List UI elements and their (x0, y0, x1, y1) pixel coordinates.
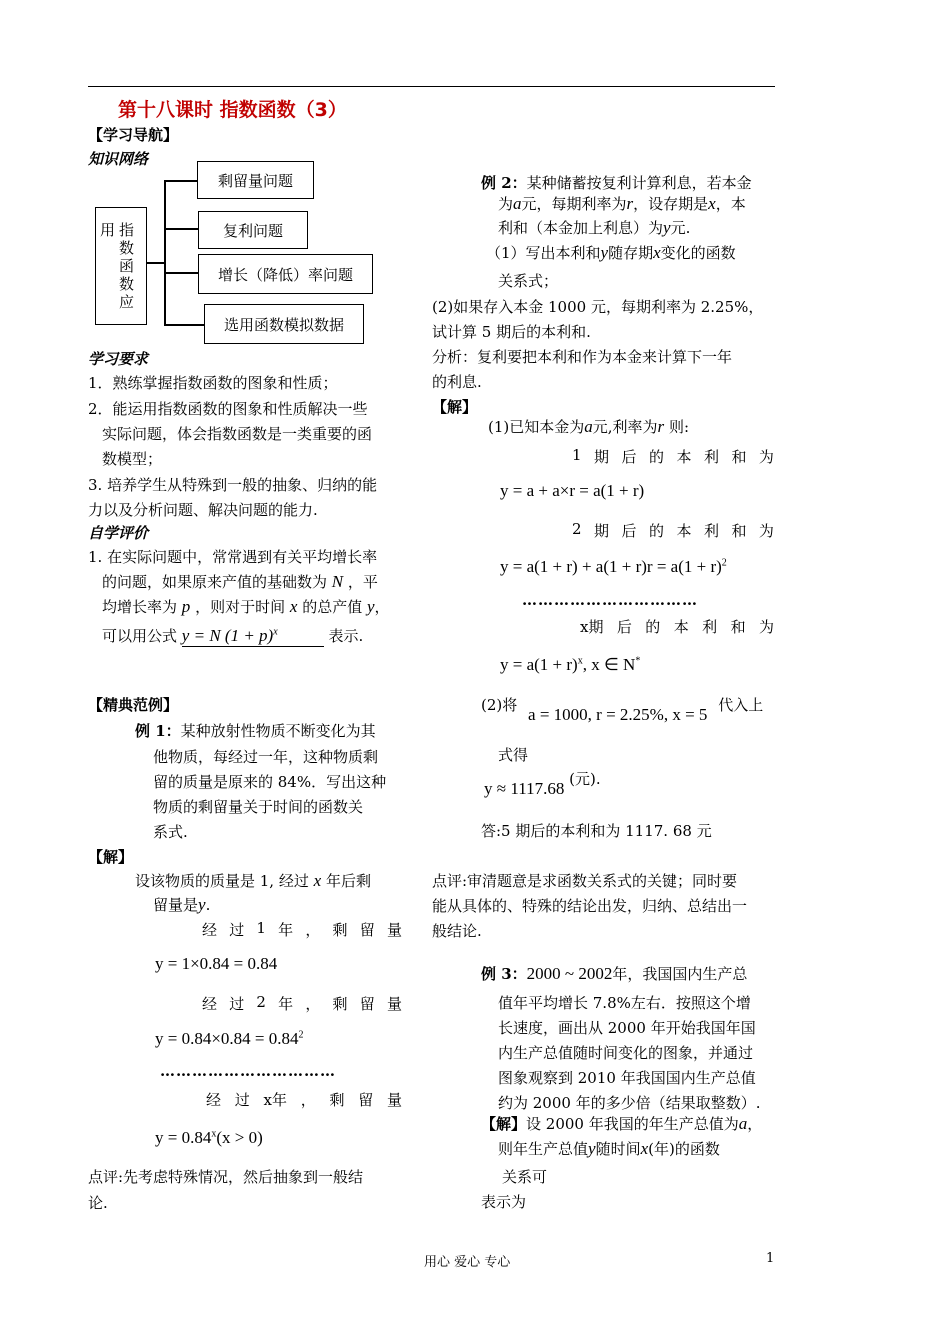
ex1-line: 他物质，每经过一年，这种物质剩 (153, 748, 379, 766)
formula: y = 0.84 (155, 1128, 212, 1147)
char: 为 (758, 522, 774, 540)
requirement-line: 1．熟练掌握指数函数的图象和性质； (88, 374, 338, 392)
formula: 2000 ~ 2002 (526, 964, 613, 983)
formula: a = 1000, r = 2.25%, x = 5 (528, 705, 708, 724)
ex2-line: (2)如果存入本金 1000 元，每期利率为 2.25%， (432, 298, 764, 316)
self-eval-line: 的问题，如果原来产值的基础数为 N ，平 (102, 572, 378, 591)
text: 某种放射性物质不断变化为其 (180, 722, 376, 740)
ex1-formula-2: $y = 0.84\times 0.84 = 0.84^2$ (155, 1029, 304, 1048)
ex1-solution-label: 【解】 (88, 848, 134, 866)
ex3-line (481, 963, 747, 984)
section-examples: 【精典范例】 (88, 696, 179, 714)
section-guide: 【学习导航】 (88, 126, 179, 144)
requirement-line: 2．能运用指数函数的图象和性质解决一些 (88, 400, 368, 418)
ex2-formula-1: y = a + a×r = a(1 + r) (500, 481, 645, 500)
char: 剩 (332, 995, 348, 1013)
text: 变化的函数 (660, 244, 736, 262)
char: 过 (229, 995, 245, 1013)
char: 1 (572, 446, 582, 464)
ex2-period2 (572, 520, 774, 541)
ex2-line: 关系式； (498, 272, 559, 290)
diagram-root (95, 207, 147, 325)
diagram-branch: 复利问题 (198, 211, 308, 249)
requirement-line: 实际问题，体会指数函数是一类重要的函 (102, 425, 373, 443)
text: ，则对于时间 (195, 598, 286, 616)
section-self-eval: 自学评价 (88, 524, 149, 542)
text: 表示. (328, 627, 364, 645)
ex1-dots: …………………………… (160, 1062, 336, 1080)
text: ，设存期是 (633, 195, 709, 213)
formula-answer: y = N $(1 + p)^x$ (182, 626, 324, 647)
ex2-formula-3: $y = a(1 + r)^x$, x ∈ N* (500, 655, 641, 674)
ex1-step2 (202, 993, 402, 1014)
char: 的 (648, 522, 664, 540)
requirement-line: 数模型； (102, 450, 163, 468)
page-number: 1 (766, 1251, 775, 1266)
ex2-period1 (572, 446, 774, 467)
diagram-connector (164, 180, 197, 182)
text: 年后剩 (325, 872, 371, 890)
ex3-label: 例 3： (481, 965, 527, 983)
ex3-sol-line: 表示为 (481, 1193, 527, 1211)
text: 代入上 (718, 696, 764, 714)
formula: y ≈ 1117.68 (484, 779, 565, 798)
char: 留 (359, 995, 375, 1013)
diagram-connector (164, 228, 198, 230)
ex1-line: 留的质量是原来的 84%．写出这种 (153, 773, 387, 791)
text: 为 (498, 195, 514, 213)
char: 2 (572, 520, 582, 538)
text: 利和（本金加上利息）为 (498, 219, 664, 237)
ex2-result (484, 768, 601, 798)
ex1-formula-1: y = 1×0.84 = 0.84 (155, 954, 278, 973)
diagram-root-char: 应 (119, 293, 135, 311)
ex2-line: 利和（本金加上利息）为y元. (498, 218, 691, 237)
char: 本 (676, 522, 692, 540)
ex3-sol-line: 则年生产总值y随时间x(年)的函数 (498, 1139, 720, 1158)
ex2-line: （1）写出本利和y随存期x变化的函数 (486, 243, 736, 262)
text: 设 2000 年我国的年生产总值为 (526, 1115, 739, 1133)
text: (元). (569, 770, 601, 788)
diagram-root-char: 函 (119, 257, 135, 275)
ex2-answer: 答:5 期后的本利和为 1117. 68 元 (481, 822, 712, 840)
text: (2)将 (481, 696, 518, 714)
text: ， (374, 598, 390, 616)
char: 和 (731, 522, 747, 540)
section-requirements: 学习要求 (88, 350, 149, 368)
self-eval-line: 均增长率为 p ，则对于时间 x 的总产值 y， (102, 597, 390, 616)
formula: y = a(1 + r) + a(1 + r)r = a(1 + r) (500, 557, 722, 576)
formula: y = N (1 + p) (181, 626, 274, 645)
char: 利 (703, 522, 719, 540)
ex3-line: 值年平均增长 7.8%左右．按照这个增 (498, 994, 751, 1012)
char: 经 (206, 1091, 222, 1109)
ex2-formula-2: $y = a(1 + r) + a(1 + r)r = a(1 + r)^2$ (500, 557, 727, 576)
ex1-line (135, 720, 376, 741)
char: ， (305, 995, 321, 1013)
ex2-sol-line: (1)已知本金为a元,利率为r 则: (488, 417, 689, 436)
char: 年 (278, 921, 294, 939)
char: 期 (594, 448, 610, 466)
text: ，本 (715, 195, 746, 213)
char: 留 (358, 1091, 374, 1109)
ex2-periodx (580, 616, 774, 637)
char: 过 (234, 1091, 250, 1109)
section-network: 知识网络 (88, 150, 149, 168)
ex2-comment: 点评:审清题意是求函数关系式的关键；同时要 (432, 872, 738, 890)
ex2-line: 的利息. (432, 373, 482, 391)
diagram-root-char: 指 (119, 221, 135, 239)
ex2-sol2 (481, 694, 764, 724)
ex3-sol-line: 【解】设 2000 年我国的年生产总值为a， (481, 1114, 763, 1133)
text: ，平 (347, 573, 378, 591)
text: 的问题，如果原来产值的基础数为 (102, 573, 328, 591)
text: 随存期 (608, 244, 654, 262)
char: 年 (278, 995, 294, 1013)
formula: y = a(1 + r) (500, 655, 578, 674)
requirement-line: 3. 培养学生从特殊到一般的抽象、归纳的能 (88, 476, 378, 494)
text: (1)已知本金为 (488, 418, 585, 436)
text: 元，每期利率为 (521, 195, 627, 213)
ex2-solution-label: 【解】 (432, 398, 478, 416)
ex2-line: 分析：复利要把本利和作为本金来计算下一年 (432, 348, 733, 366)
text: 可以用公式 (102, 627, 178, 645)
text: （1）写出本利和 (486, 244, 601, 262)
text: 则: (668, 418, 689, 436)
ex1-comment: 点评:先考虑特殊情况，然后抽象到一般结 (88, 1168, 364, 1186)
char: 利 (702, 618, 718, 636)
char: ， (305, 921, 321, 939)
header-rule (88, 86, 775, 87)
diagram-branch: 选用函数模拟数据 (204, 304, 364, 344)
char: 的 (648, 448, 664, 466)
diagram-connector (164, 272, 198, 274)
ex1-sol-line: 留量是y. (153, 895, 211, 914)
ex3-solution-label: 【解】 (481, 1115, 527, 1133)
char: 后 (621, 522, 637, 540)
formula: , x ∈ N (582, 655, 636, 674)
ex1-stepx (206, 1089, 402, 1110)
diagram-root-char: 数 (119, 239, 135, 257)
ex2-sol2: 式得 (498, 746, 529, 764)
char: 量 (386, 921, 402, 939)
char: 和 (730, 618, 746, 636)
page-title: 第十八课时 指数函数（3） (118, 99, 347, 121)
diagram-root-char: 数 (119, 275, 135, 293)
text: (年)的函数 (648, 1140, 720, 1158)
char: 1 (256, 919, 266, 937)
text: 元. (670, 219, 691, 237)
char: 经 (202, 995, 218, 1013)
ex3-line: 长速度，画出从 2000 年开始我国年国 (498, 1019, 756, 1037)
char: 2 (256, 993, 266, 1011)
formula: (x > 0) (216, 1128, 263, 1147)
char: 量 (386, 995, 402, 1013)
formula: y = 0.84×0.84 = 0.84 (155, 1029, 299, 1048)
text: 均增长率为 (102, 598, 178, 616)
char: 期 (594, 522, 610, 540)
ex2-line: 试计算 5 期后的本利和. (432, 323, 591, 341)
char: x期 (580, 618, 604, 636)
ex2-comment: 能从具体的、特殊的结论出发，归纳、总结出一 (432, 897, 748, 915)
text: 随时间 (595, 1140, 641, 1158)
char: 剩 (332, 921, 348, 939)
self-eval-line (102, 625, 363, 647)
char: 过 (229, 921, 245, 939)
ex2-line: 为a元，每期利率为r，设存期是x，本 (498, 194, 746, 213)
ex2-comment: 般结论. (432, 922, 482, 940)
ex3-line: 图象观察到 2010 年我国国内生产总值 (498, 1069, 756, 1087)
char: 量 (386, 1091, 402, 1109)
char: 利 (703, 448, 719, 466)
requirement-line: 力以及分析问题、解决问题的能力. (88, 501, 318, 519)
char: 为 (758, 448, 774, 466)
text: 的总产值 (302, 598, 363, 616)
diagram-connector (164, 324, 204, 326)
diagram-connector (147, 262, 165, 264)
diagram-branch: 增长（降低）率问题 (198, 254, 373, 294)
text: 留量是 (153, 896, 199, 914)
text: ， (747, 1115, 763, 1133)
char: x年 (263, 1091, 287, 1109)
ex2-dots: …………………………… (522, 591, 698, 609)
ex3-line: 内生产总值随时间变化的图象，并通过 (498, 1044, 754, 1062)
ex1-sol-line: 设该物质的质量是 1, 经过 x 年后剩 (135, 871, 371, 890)
ex1-step1 (202, 919, 402, 940)
ex1-line: 系式. (153, 823, 188, 841)
ex2-line (481, 172, 752, 193)
ex1-label: 例 1： (135, 722, 181, 740)
ex2-label: 例 2： (481, 174, 527, 192)
char: 和 (731, 448, 747, 466)
diagram-root-char: 用 (100, 221, 116, 239)
ex1-formula-3: $y = 0.84^x(x > 0)$ (155, 1128, 263, 1147)
text: 元,利率为 (592, 418, 658, 436)
char: 经 (202, 921, 218, 939)
char: 后 (621, 448, 637, 466)
footer-motto: 用心 爱心 专心 (424, 1255, 511, 1270)
char: 剩 (329, 1091, 345, 1109)
text: 设该物质的质量是 1, 经过 (135, 872, 309, 890)
char: ， (300, 1091, 316, 1109)
char: 本 (673, 618, 689, 636)
ex1-line: 物质的剩留量关于时间的函数关 (153, 798, 364, 816)
text: 某种储蓄按复利计算利息，若本金 (526, 174, 752, 192)
char: 后 (616, 618, 632, 636)
char: 为 (758, 618, 774, 636)
char: 本 (676, 448, 692, 466)
ex1-comment: 论. (88, 1194, 108, 1212)
self-eval-line: 1. 在实际问题中，常常遇到有关平均增长率 (88, 548, 378, 566)
text: 年，我国国内生产总 (612, 965, 748, 983)
char: 留 (359, 921, 375, 939)
diagram-branch: 剩留量问题 (197, 161, 314, 199)
diagram-connector (164, 180, 166, 325)
ex3-sol-line: 关系可 (502, 1168, 548, 1186)
ex3-line: 约为 2000 年的多少倍（结果取整数）. (498, 1094, 761, 1112)
text: 则年生产总值 (498, 1140, 589, 1158)
char: 的 (645, 618, 661, 636)
